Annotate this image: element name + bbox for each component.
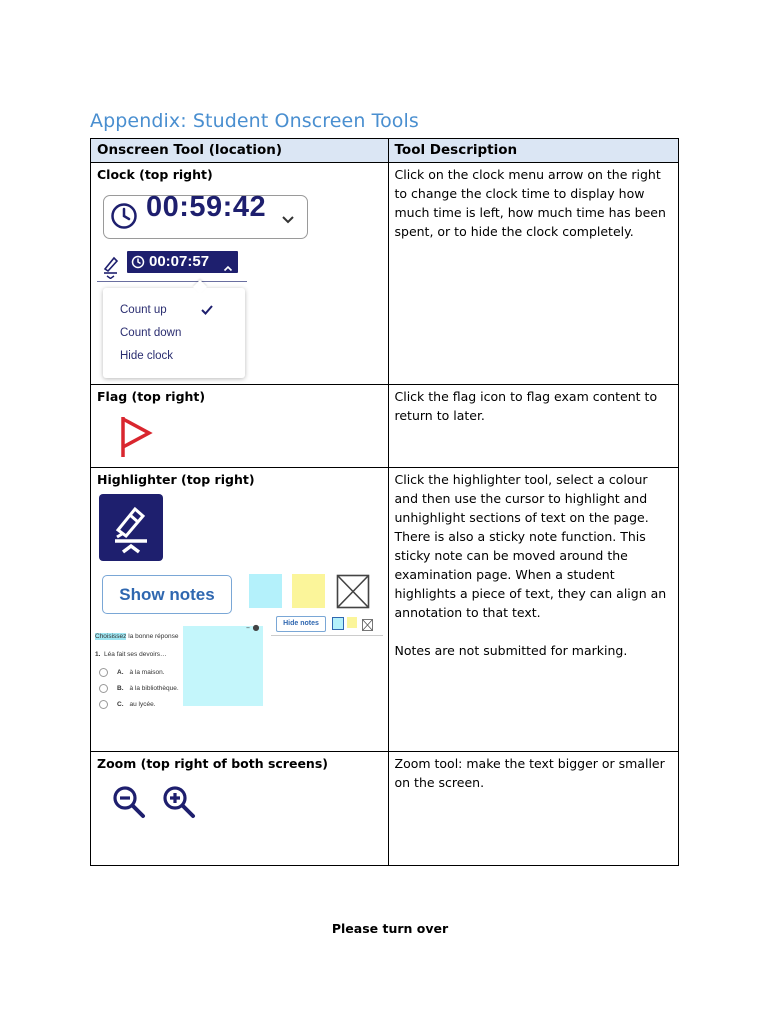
clock-display-small[interactable] [127,251,238,273]
table-row-clock [91,163,679,385]
answer-option-a[interactable]: A. à la maison. [99,668,165,678]
clock-icon [110,202,138,235]
answer-option-c[interactable]: C. au lycée. [99,700,156,710]
description-cell-zoom: Zoom tool: make the text bigger or smaller on the screen. [388,752,679,866]
zoom-in-icon[interactable] [161,784,197,825]
description-highlighter-note: Notes are not submitted for marking. [394,643,628,658]
menu-caret [193,280,207,294]
toolbar-divider [97,281,247,282]
description-cell-highlighter [388,468,679,752]
tool-name-zoom: Zoom (top right of both screens) [97,756,328,771]
flag-icon[interactable] [115,413,155,464]
radio-button[interactable] [99,700,108,709]
clock-display-large[interactable] [103,191,308,239]
tool-name-flag: Flag (top right) [97,389,206,404]
sticky-note[interactable] [183,626,263,706]
highlighter-pen-icon[interactable] [101,253,121,284]
table-row-flag [91,385,679,468]
menu-item-count-up[interactable]: Count up [120,304,167,316]
highlighter-icon [99,494,163,561]
tool-name-highlighter: Highlighter (top right) [97,472,255,487]
highlighter-button[interactable] [99,494,163,561]
sticky-note-controls[interactable]: – ● [246,623,260,632]
page-footer: Please turn over [331,921,449,936]
tool-cell-flag [91,385,389,468]
tool-cell-zoom [91,752,389,866]
table-row-zoom [91,752,679,866]
show-notes-button[interactable]: Show notes [102,575,232,614]
mini-color-cyan[interactable] [332,617,344,630]
description-cell-clock: Click on the clock menu arrow on the right to change the clock time to display how much time is left, how much time has been spent, or to hide the clock completely. [388,163,679,385]
mini-color-yellow[interactable] [347,617,357,628]
description-highlighter: Click the highlighter tool, select a colour and then use the cursor to highlight and unhighlight sections of text on the page. There is also a sticky note function. This sticky note can be moved around the examination page. When a student highlights a piece of text, they can align an annotation to that text. [394,472,667,620]
clock-icon [131,255,145,274]
question-instruction: Choisissez la bonne réponse [95,633,179,640]
hide-notes-button[interactable]: Hide notes [276,616,326,632]
clock-time-large: 00:59:42 [146,191,267,223]
chevron-up-icon[interactable] [223,258,233,277]
highlighted-text: Choisissez [95,633,127,640]
table-header-row [91,139,679,163]
clear-highlight-icon[interactable] [336,574,370,614]
answer-option-b[interactable]: B. à la bibliothèque. [99,684,179,694]
radio-button[interactable] [99,684,108,693]
page-title: Appendix: Student Onscreen Tools [90,110,419,132]
column-header-description: Tool Description [388,139,679,163]
menu-item-count-down[interactable]: Count down [120,327,182,339]
radio-button[interactable] [99,668,108,677]
highlight-color-yellow[interactable] [292,574,325,608]
zoom-out-icon[interactable] [111,784,147,825]
highlight-color-cyan[interactable] [249,574,282,608]
tool-cell-clock [91,163,389,385]
tool-cell-highlighter [91,468,389,752]
chevron-down-icon[interactable] [281,211,295,230]
tools-table [90,138,679,866]
tool-name-clock: Clock (top right) [97,167,213,182]
checkmark-icon [201,301,213,320]
question-text: 1. Léa fait ses devoirs… [95,651,167,658]
column-header-tool: Onscreen Tool (location) [91,139,389,163]
description-cell-flag: Click the flag icon to flag exam content to return to later. [388,385,679,468]
menu-item-hide-clock[interactable]: Hide clock [120,350,174,362]
mini-toolbar-divider [271,635,383,636]
clock-menu [103,288,245,378]
mini-clear-icon[interactable] [362,617,373,636]
clock-time-small: 00:07:57 [149,253,210,270]
table-row-highlighter [91,468,679,752]
